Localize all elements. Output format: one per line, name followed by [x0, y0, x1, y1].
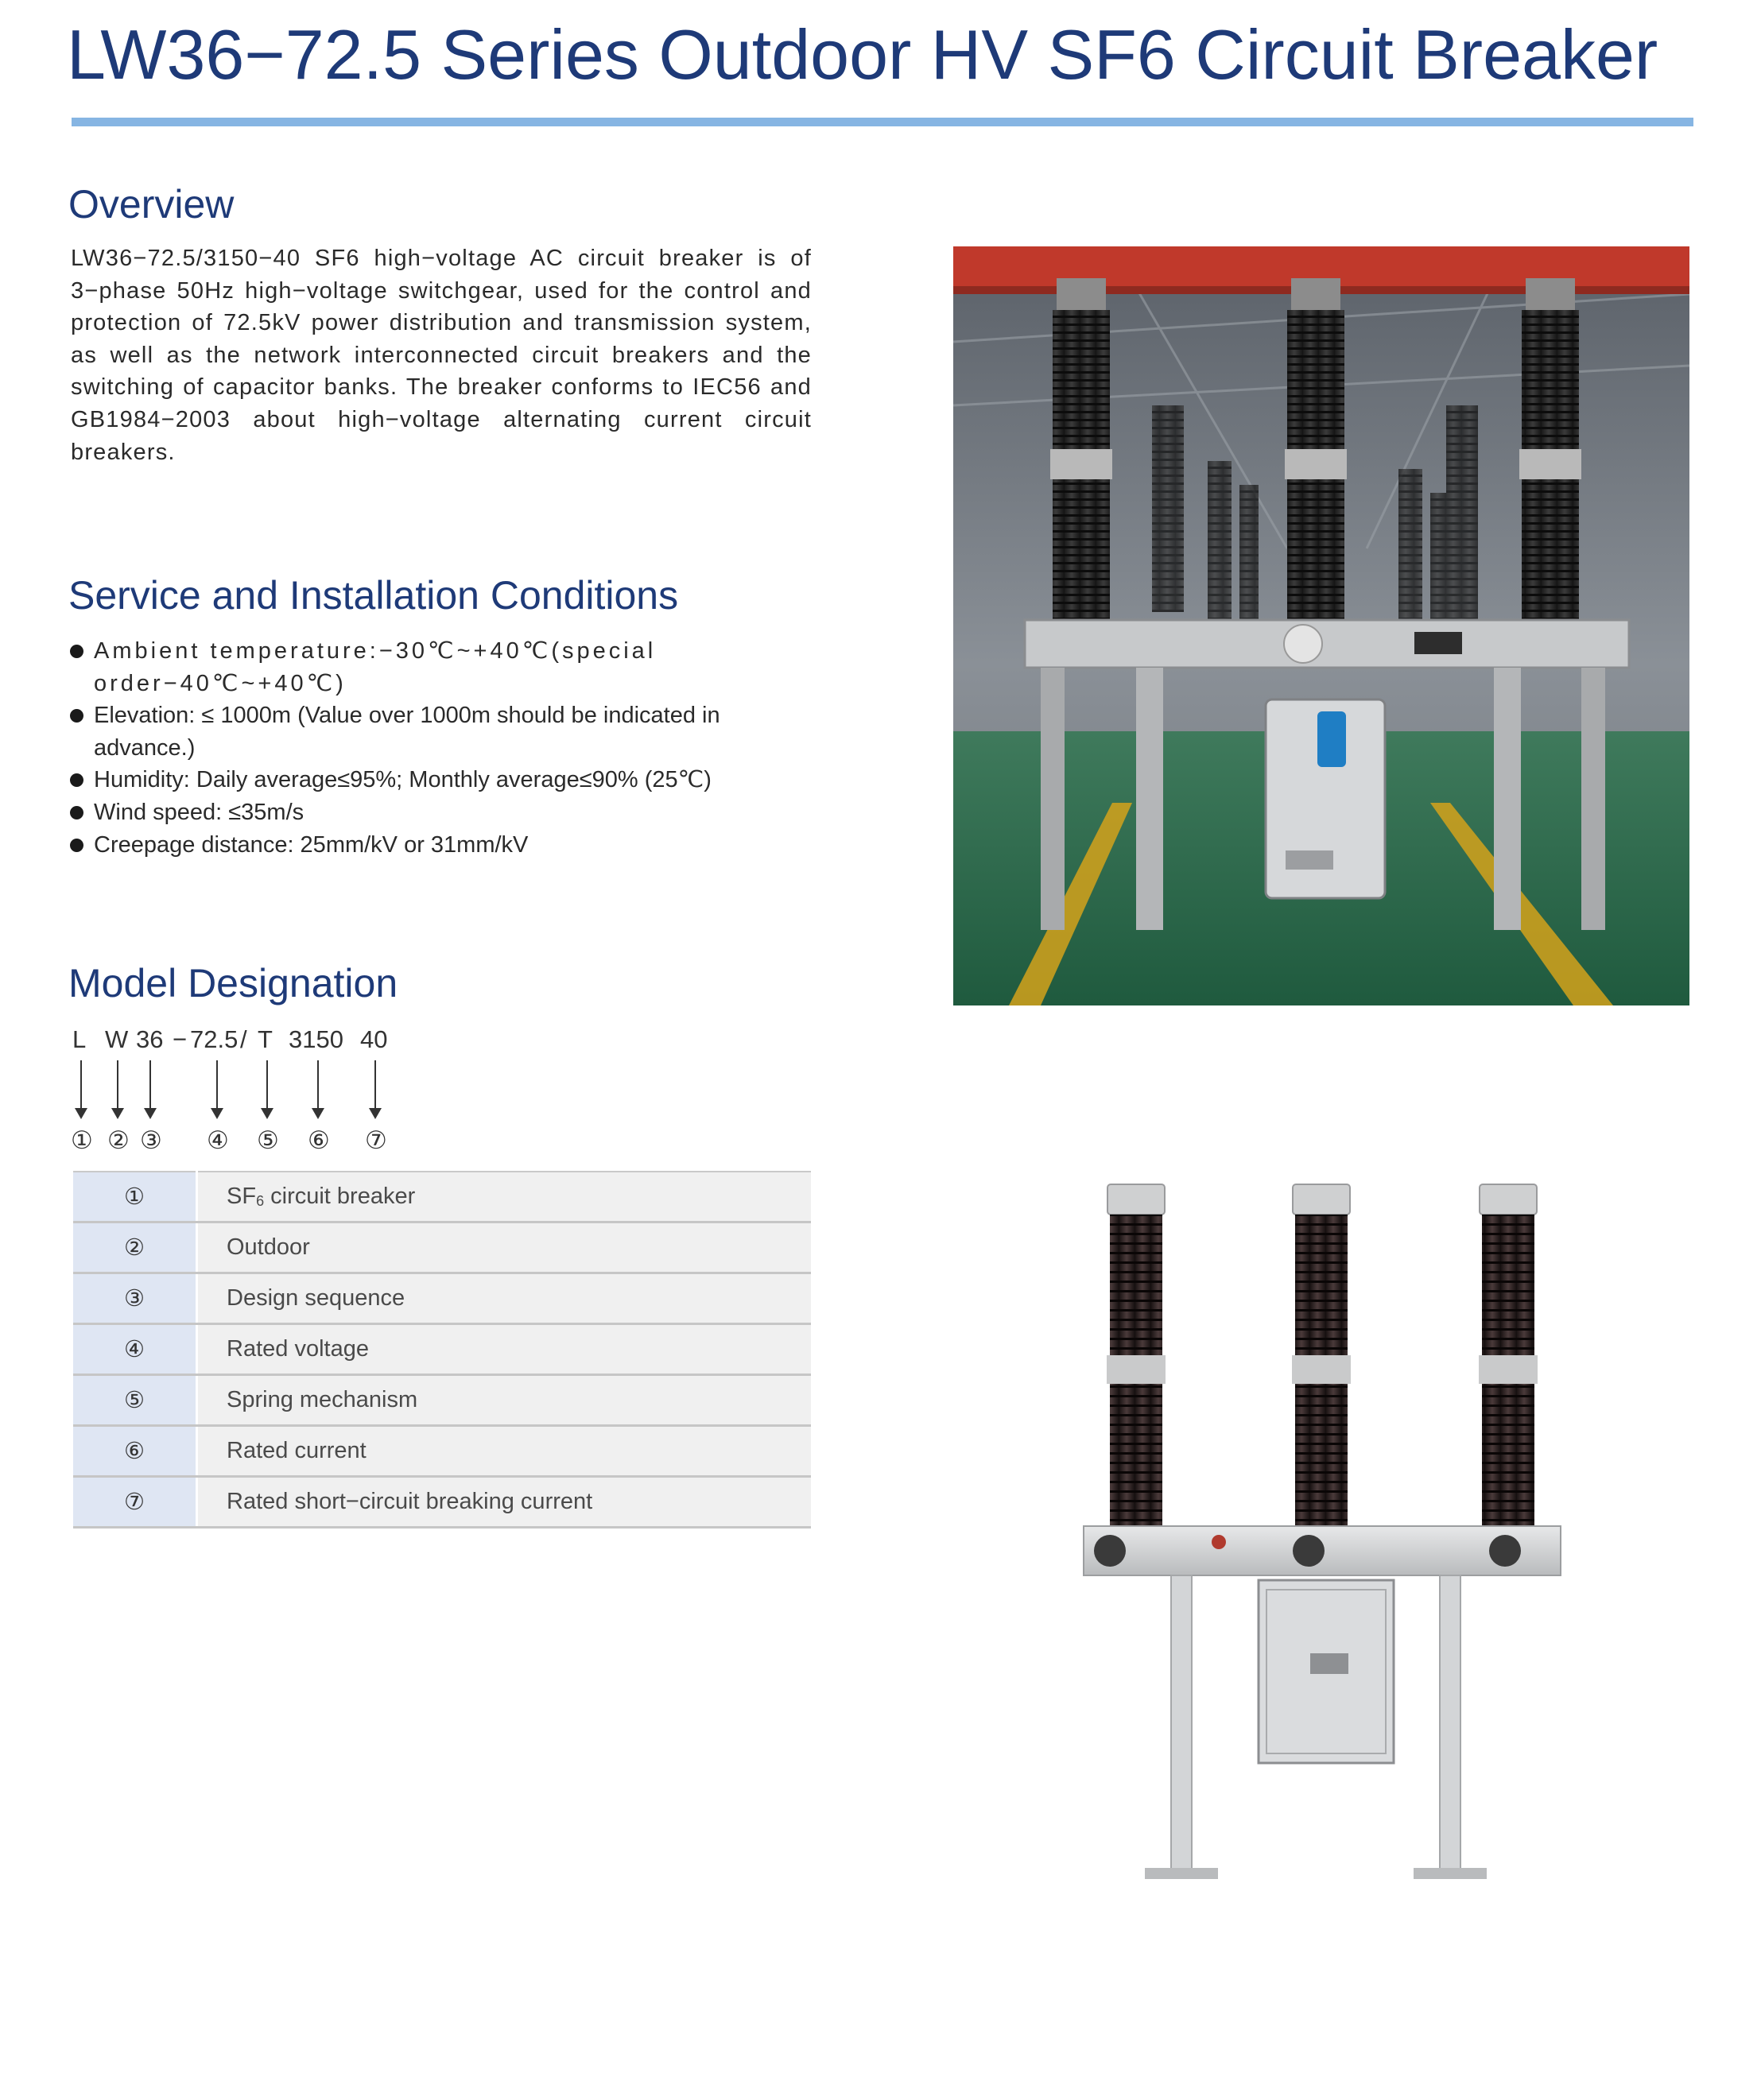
row-description — [197, 1172, 812, 1222]
desc-rest: circuit breaker — [264, 1184, 416, 1209]
code-part: 3150 — [289, 1025, 343, 1053]
row-description: Outdoor — [197, 1222, 812, 1273]
row-number: ③ — [73, 1273, 197, 1324]
code-part: 40 — [360, 1025, 388, 1053]
designation-heading: Model Designation — [68, 961, 398, 1005]
table-row — [73, 1222, 811, 1273]
condition-text: Ambient temperature:−30℃~+40℃(special order−40℃~+40℃) — [94, 638, 657, 696]
row-description: Design sequence — [197, 1273, 812, 1324]
table-row — [73, 1477, 811, 1528]
conditions-heading: Service and Installation Conditions — [68, 573, 679, 618]
title-divider — [72, 118, 1693, 126]
bullet-icon — [70, 839, 83, 852]
table-row — [73, 1375, 811, 1426]
arrow-down-icon — [117, 1060, 118, 1116]
arrow-down-icon — [266, 1060, 268, 1116]
desc-subscript: 6 — [256, 1193, 265, 1209]
overview-text: LW36−72.5/3150−40 SF6 high−voltage AC circuit breaker is of 3−phase 50Hz high−voltage switchgear, used for the control and protection of 72.5kV power distribution and transmission system, as well as the network interconnected circuit breakers and the switching of capacitor banks. The breaker conforms to IEC56 and GB1984−2003 about high−voltage alternating current circuit breakers. — [71, 246, 812, 465]
list-item — [68, 635, 813, 699]
list-item — [68, 829, 813, 862]
code-part: L — [72, 1025, 87, 1053]
arrow-down-icon — [80, 1060, 82, 1116]
code-part: 36 — [136, 1025, 164, 1053]
code-part: 72.5 — [190, 1025, 239, 1053]
row-description: Rated voltage — [197, 1324, 812, 1375]
table-row — [73, 1273, 811, 1324]
code-part: / — [240, 1025, 247, 1053]
designation-number: ④ — [207, 1126, 229, 1154]
overview-heading: Overview — [68, 182, 235, 227]
code-part: − — [173, 1025, 188, 1053]
row-description: Rated short−circuit breaking current — [197, 1477, 812, 1528]
list-item — [68, 764, 813, 796]
table-row — [73, 1172, 811, 1222]
designation-number: ⑥ — [308, 1126, 330, 1154]
bullet-icon — [70, 773, 83, 787]
table-row — [73, 1324, 811, 1375]
product-photo — [1072, 1168, 1573, 1912]
arrow-down-icon — [374, 1060, 376, 1116]
designation-number: ③ — [140, 1126, 162, 1154]
arrow-down-icon — [149, 1060, 151, 1116]
arrow-down-icon — [317, 1060, 319, 1116]
model-designation-table — [73, 1171, 811, 1529]
row-description: Rated current — [197, 1426, 812, 1477]
page-title: LW36−72.5 Series Outdoor HV SF6 Circuit Breaker — [67, 15, 1658, 94]
desc-main: SF — [227, 1184, 257, 1209]
row-number: ⑦ — [73, 1477, 197, 1528]
row-number: ⑥ — [73, 1426, 197, 1477]
condition-text: Wind speed: ≤35m/s — [94, 799, 304, 825]
condition-text: Elevation: ≤ 1000m (Value over 1000m should be indicated in advance.) — [94, 703, 720, 761]
list-item — [68, 796, 813, 829]
factory-photo — [953, 246, 1689, 1005]
bullet-icon — [70, 645, 83, 658]
table-row — [73, 1426, 811, 1477]
bullet-icon — [70, 709, 83, 723]
designation-diagram — [71, 1025, 548, 1160]
code-part: T — [258, 1025, 273, 1053]
list-item — [68, 699, 813, 764]
row-description: Spring mechanism — [197, 1375, 812, 1426]
designation-number: ⑤ — [257, 1126, 279, 1154]
designation-number: ② — [107, 1126, 130, 1154]
conditions-list — [68, 635, 813, 861]
bullet-icon — [70, 806, 83, 819]
condition-text: Creepage distance: 25mm/kV or 31mm/kV — [94, 831, 529, 858]
row-number: ② — [73, 1222, 197, 1273]
arrow-down-icon — [216, 1060, 218, 1116]
row-number: ① — [73, 1172, 197, 1222]
condition-text: Humidity: Daily average≤95%; Monthly average≤90% (25℃) — [94, 767, 712, 793]
row-number: ④ — [73, 1324, 197, 1375]
code-part: W — [105, 1025, 129, 1053]
designation-number: ⑦ — [365, 1126, 387, 1154]
row-number: ⑤ — [73, 1375, 197, 1426]
designation-number: ① — [71, 1126, 93, 1154]
